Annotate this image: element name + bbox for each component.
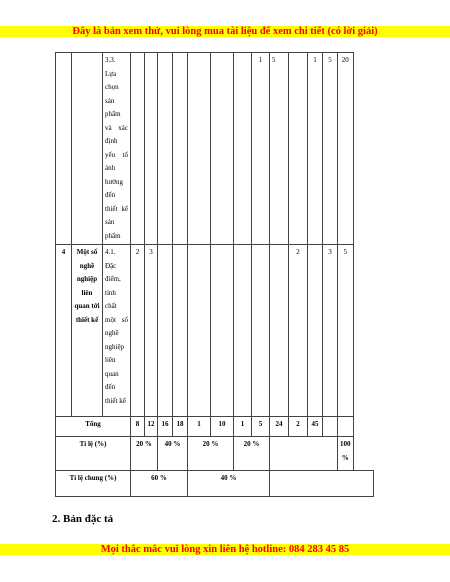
total-cell: 18 [173, 417, 188, 437]
ratio-cell: 40 % [158, 437, 188, 471]
count-cell [188, 53, 211, 245]
count-cell: 20 [338, 53, 354, 245]
table-row-3-3 [56, 53, 374, 245]
topic-cell [72, 53, 103, 245]
total-cell: 10 [211, 417, 234, 437]
count-cell: 5 [270, 53, 289, 245]
count-cell [211, 53, 234, 245]
count-cell: 2 [131, 245, 145, 417]
total-cell: 8 [131, 417, 145, 437]
content-cell: 3.3. Lựa chọn sản phẩm và xác định yếu tố ảnh hưởng đến thiết kế sản phẩm [103, 53, 131, 245]
table-row-ratio [56, 437, 374, 471]
count-cell [234, 245, 252, 417]
count-cell: 3 [145, 245, 158, 417]
count-cell [173, 245, 188, 417]
table-row-4-1 [56, 245, 374, 417]
total-cell [323, 417, 338, 437]
count-cell: 5 [323, 53, 338, 245]
count-cell: 5 [338, 245, 354, 417]
total-cell: 24 [270, 417, 289, 437]
table-row-total [56, 417, 374, 437]
count-cell [289, 53, 308, 245]
count-cell [145, 53, 158, 245]
count-cell [188, 245, 211, 417]
total-cell: 1 [234, 417, 252, 437]
ratio-cell: 100 % [338, 437, 354, 471]
total-cell: 16 [158, 417, 173, 437]
hotline-banner: Mọi thắc mắc vui lòng xin liên hệ hotline: 084 283 45 85 [0, 544, 450, 555]
ratio-total-cell: 40 % [188, 471, 270, 497]
total-cell: 5 [252, 417, 270, 437]
count-cell [131, 53, 145, 245]
ratio-label: Tỉ lệ (%) [56, 437, 131, 471]
stt-cell [56, 53, 72, 245]
ratio-cell: 20 % [234, 437, 270, 471]
matrix-table [55, 52, 374, 497]
total-cell [338, 417, 354, 437]
ratio-empty-cell [270, 437, 338, 471]
stt-cell: 4 [56, 245, 72, 417]
count-cell [173, 53, 188, 245]
count-cell [234, 53, 252, 245]
preview-banner: Đây là bản xem thử, vui lòng mua tài liệu để xem chi tiết (có lời giải) [0, 26, 450, 37]
count-cell: 1 [252, 53, 270, 245]
count-cell [158, 245, 173, 417]
ratio-total-empty-cell [270, 471, 374, 497]
total-label: Tổng [56, 417, 131, 437]
topic-cell: Một số nghề nghiệp liên quan tới thiết kế [72, 245, 103, 417]
section-heading: 2. Bản đặc tả [52, 513, 114, 525]
count-cell: 1 [308, 53, 323, 245]
total-cell: 2 [289, 417, 308, 437]
count-cell: 2 [289, 245, 308, 417]
total-cell: 12 [145, 417, 158, 437]
ratio-cell: 20 % [188, 437, 234, 471]
count-cell [308, 245, 323, 417]
ratio-total-cell: 60 % [131, 471, 188, 497]
content-cell: 4.1. Đặc điểm, tính chất một số nghề nghiệp liên quan đến thiết kế [103, 245, 131, 417]
total-cell: 1 [188, 417, 211, 437]
table-row-ratio-total [56, 471, 374, 497]
count-cell: 3 [323, 245, 338, 417]
count-cell [211, 245, 234, 417]
ratio-cell: 20 % [131, 437, 158, 471]
ratio-total-label: Tỉ lệ chung (%) [56, 471, 131, 497]
count-cell [158, 53, 173, 245]
count-cell [252, 245, 270, 417]
total-cell: 45 [308, 417, 323, 437]
count-cell [270, 245, 289, 417]
